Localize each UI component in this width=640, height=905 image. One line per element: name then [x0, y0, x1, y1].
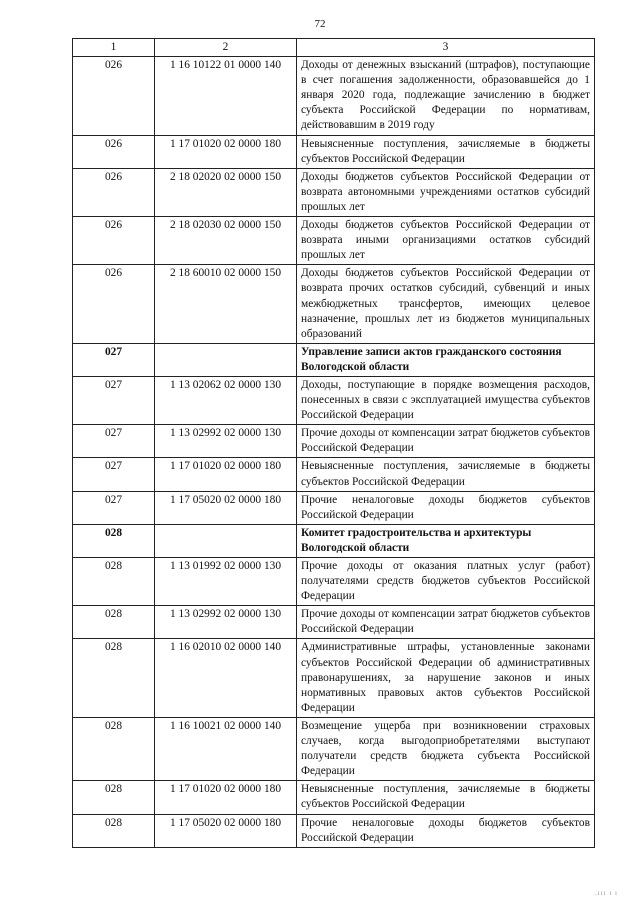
budget-code-cell: 1 13 02992 02 0000 130 — [155, 606, 297, 639]
budget-code-cell: 1 17 05020 02 0000 180 — [155, 814, 297, 847]
admin-code-cell: 027 — [73, 425, 155, 458]
table-body — [73, 57, 595, 848]
description-cell: Невыясненные поступления, зачисляемые в бюджеты субъектов Российской Федерации — [297, 135, 595, 168]
description-cell: Административные штрафы, установленные законами субъектов Российской Федерации об административных правонарушениях, за нарушение законов и иных нормативных правовых актов субъектов Российской Федерации — [297, 639, 595, 717]
scan-mark: .ııı ı ı — [595, 889, 618, 897]
admin-code-cell: 028 — [73, 781, 155, 814]
description-cell: Невыясненные поступления, зачисляемые в бюджеты субъектов Российской Федерации — [297, 458, 595, 491]
table-row — [73, 491, 595, 524]
budget-code-cell: 1 13 02992 02 0000 130 — [155, 425, 297, 458]
table-section-header-row — [73, 343, 595, 376]
table-row — [73, 217, 595, 265]
description-cell: Невыясненные поступления, зачисляемые в бюджеты субъектов Российской Федерации — [297, 781, 595, 814]
description-cell: Доходы бюджетов субъектов Российской Федерации от возврата прочих остатков субсидий, субвенций и иных межбюджетных трансфертов, имеющих целевое назначение, прошлых лет из бюджетов муниципальных образований — [297, 265, 595, 343]
table-row — [73, 458, 595, 491]
budget-code-cell: 2 18 02020 02 0000 150 — [155, 168, 297, 216]
description-cell: Доходы бюджетов субъектов Российской Федерации от возврата автономными учреждениями остатков субсидий прошлых лет — [297, 168, 595, 216]
budget-code-cell: 1 17 01020 02 0000 180 — [155, 781, 297, 814]
admin-code-cell: 028 — [73, 717, 155, 780]
column-header-description: 3 — [297, 39, 595, 57]
table-header-row — [73, 39, 595, 57]
admin-code-cell: 026 — [73, 57, 155, 135]
description-cell: Доходы, поступающие в порядке возмещения расходов, понесенных в связи с эксплуатацией имущества субъектов Российской Федерации — [297, 376, 595, 424]
description-cell: Прочие неналоговые доходы бюджетов субъектов Российской Федерации — [297, 814, 595, 847]
description-cell: Доходы от денежных взысканий (штрафов), поступающие в счет погашения задолженности, образовавшейся до 1 января 2020 года, подлежащие зачислению в бюджет субъекта Российской Федерации по нормативам, действовавшим в 2019 году — [297, 57, 595, 135]
admin-code-cell: 027 — [73, 458, 155, 491]
table-row — [73, 376, 595, 424]
page-number: 72 — [314, 18, 326, 30]
budget-code-cell: 1 13 01992 02 0000 130 — [155, 558, 297, 606]
budget-code-cell — [155, 524, 297, 557]
description-cell: Прочие доходы от компенсации затрат бюджетов субъектов Российской Федерации — [297, 425, 595, 458]
admin-code-cell: 028 — [73, 639, 155, 717]
admin-code-cell: 027 — [73, 491, 155, 524]
admin-code-cell: 028 — [73, 606, 155, 639]
budget-revenue-table — [72, 38, 595, 848]
budget-code-cell: 1 17 01020 02 0000 180 — [155, 458, 297, 491]
description-cell: Прочие доходы от оказания платных услуг (работ) получателями средств бюджетов субъектов Российской Федерации — [297, 558, 595, 606]
column-header-admin: 1 — [73, 39, 155, 57]
table-row — [73, 606, 595, 639]
description-cell: Прочие неналоговые доходы бюджетов субъектов Российской Федерации — [297, 491, 595, 524]
table-row — [73, 814, 595, 847]
table-row — [73, 57, 595, 135]
column-header-code: 2 — [155, 39, 297, 57]
table-row — [73, 781, 595, 814]
table-row — [73, 558, 595, 606]
admin-code-cell: 026 — [73, 217, 155, 265]
budget-code-cell: 1 17 01020 02 0000 180 — [155, 135, 297, 168]
budget-code-cell: 1 16 02010 02 0000 140 — [155, 639, 297, 717]
table-row — [73, 135, 595, 168]
admin-code-cell: 028 — [73, 558, 155, 606]
admin-code-cell: 026 — [73, 265, 155, 343]
table-row — [73, 265, 595, 343]
admin-code-cell: 027 — [73, 343, 155, 376]
description-cell: Доходы бюджетов субъектов Российской Федерации от возврата иными организациями остатков субсидий прошлых лет — [297, 217, 595, 265]
description-cell: Прочие доходы от компенсации затрат бюджетов субъектов Российской Федерации — [297, 606, 595, 639]
admin-code-cell: 028 — [73, 524, 155, 557]
budget-code-cell — [155, 343, 297, 376]
description-cell: Комитет градостроительства и архитектуры Вологодской области — [297, 524, 595, 557]
table-row — [73, 717, 595, 780]
budget-code-cell: 2 18 02030 02 0000 150 — [155, 217, 297, 265]
admin-code-cell: 026 — [73, 135, 155, 168]
table-section-header-row — [73, 524, 595, 557]
admin-code-cell: 026 — [73, 168, 155, 216]
budget-code-cell: 1 13 02062 02 0000 130 — [155, 376, 297, 424]
budget-code-cell: 2 18 60010 02 0000 150 — [155, 265, 297, 343]
budget-code-cell: 1 17 05020 02 0000 180 — [155, 491, 297, 524]
table-row — [73, 168, 595, 216]
description-cell: Возмещение ущерба при возникновении страховых случаев, когда выгодоприобретателями выступают получатели средств бюджета субъекта Российской Федерации — [297, 717, 595, 780]
admin-code-cell: 028 — [73, 814, 155, 847]
table-row — [73, 639, 595, 717]
admin-code-cell: 027 — [73, 376, 155, 424]
budget-code-cell: 1 16 10021 02 0000 140 — [155, 717, 297, 780]
description-cell: Управление записи актов гражданского состояния Вологодской области — [297, 343, 595, 376]
budget-code-cell: 1 16 10122 01 0000 140 — [155, 57, 297, 135]
table-row — [73, 425, 595, 458]
